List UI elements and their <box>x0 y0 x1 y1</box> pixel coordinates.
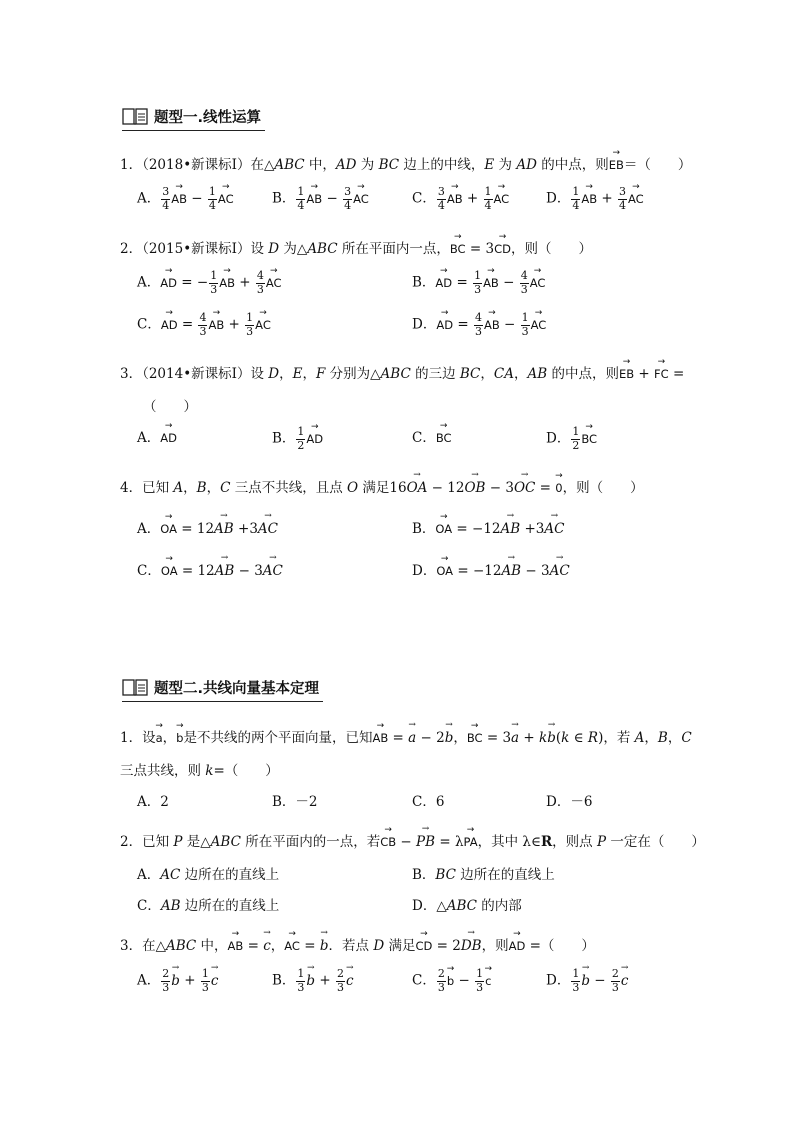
question-1-3: 3．（2014•新课标Ⅰ）设 D，E，F 分别为△ABC 的三边 BC，CA，AB 的中点，则→ EB + → FC = <box>120 362 684 382</box>
question-1-4: 4．已知 A，B，C 三点不共线，且点 O 满足16→ OA − 12→ OB − 3→ OC = → 0，则（ ） <box>120 476 644 496</box>
question-1-1: 1．（2018•新课标Ⅰ）在△ABC 中，AD 为 BC 边上的中线，E 为 AD 的中点，则→ EB＝（ ） <box>120 153 691 173</box>
option-1-4-d[interactable]: D．→ OA = −12→ AB − 3→ AC <box>412 559 570 579</box>
option-2-1-c[interactable]: C．6 <box>412 794 445 810</box>
option-2-3-b[interactable]: B． $\frac{1}{3}$ → b + $\frac{2}{3}$ → c <box>272 968 354 994</box>
option-1-1-c[interactable]: C． $\frac{3}{4}$ → AB + $\frac{1}{4}$ → AC <box>412 186 509 212</box>
option-1-3-d[interactable]: D． $\frac{1}{2}$ → BC <box>546 426 597 452</box>
option-1-2-b[interactable]: B．→ AD = $\frac{1}{3}$ → AB − $\frac{4}{3}$ → AC <box>412 270 545 296</box>
option-2-3-d[interactable]: D． $\frac{1}{3}$ → b − $\frac{2}{3}$ → c <box>546 968 628 994</box>
option-1-4-a[interactable]: A．→ OA = 12→ AB +3→ AC <box>137 517 278 537</box>
option-2-1-a[interactable]: A．2 <box>137 794 169 810</box>
option-2-2-c[interactable]: C．AB 边所在的直线上 <box>137 898 280 914</box>
option-1-2-c[interactable]: C．→ AD = $\frac{4}{3}$ → AB + $\frac{1}{3}$ → AC <box>137 312 271 338</box>
option-1-4-c[interactable]: C．→ OA = 12→ AB − 3→ AC <box>137 559 283 579</box>
option-2-2-a[interactable]: A．AC 边所在的直线上 <box>137 867 280 883</box>
option-1-1-b[interactable]: B． $\frac{1}{4}$ → AB − $\frac{3}{4}$ → AC <box>272 186 369 212</box>
question-2-1-cont: 三点共线，则 k=（ ） <box>120 763 279 779</box>
section-heading-1 <box>122 106 261 127</box>
option-1-1-a[interactable]: A． $\frac{3}{4}$ → AB − $\frac{1}{4}$ → AC <box>137 186 234 212</box>
book-icon <box>122 107 148 126</box>
option-1-3-a[interactable]: A．→ AD <box>137 426 177 446</box>
option-1-2-d[interactable]: D．→ AD = $\frac{4}{3}$ → AB − $\frac{1}{3}$ → AC <box>412 312 546 338</box>
question-2-1: 1．设→ a，→ b是不共线的两个平面向量，已知→ AB = → a − 2→ b，→ BC = 3→ a + k→ b(k ∈ R)，若 A，B，C <box>120 726 692 746</box>
book-icon <box>122 678 148 697</box>
question-1-2: 2．（2015•新课标Ⅰ）设 D 为△ABC 所在平面内一点，→ BC = 3→ CD，则（ ） <box>120 237 592 257</box>
option-1-4-b[interactable]: B．→ OA = −12→ AB +3→ AC <box>412 517 565 537</box>
option-2-1-b[interactable]: B．－2 <box>272 794 318 810</box>
section-heading-2 <box>122 677 319 698</box>
question-2-2: 2．已知 P 是△ABC 所在平面内的一点，若→ CB − → PB = λ→ PA，其中 λ∈R，则点 P 一定在（ ） <box>120 830 705 850</box>
option-2-2-d[interactable]: D．△ABC 的内部 <box>412 898 522 914</box>
option-1-2-a[interactable]: A．→ AD = − $\frac{1}{3}$ → AB + $\frac{4}{3}$ → AC <box>137 270 282 296</box>
option-1-1-d[interactable]: D． $\frac{1}{4}$ → AB + $\frac{3}{4}$ → AC <box>546 186 644 212</box>
question-2-3: 3．在△ABC 中，→ AB = → c，→ AC = → b．若点 D 满足→ CD = 2→ DB，则→ AD =（ ） <box>120 934 595 954</box>
option-2-3-c[interactable]: C． $\frac{2}{3}$ → b − $\frac{1}{3}$ → c <box>412 968 491 994</box>
option-2-1-d[interactable]: D．－6 <box>546 794 593 810</box>
option-2-2-b[interactable]: B．BC 边所在的直线上 <box>412 867 555 883</box>
option-1-3-b[interactable]: B． $\frac{1}{2}$ → AD <box>272 426 323 452</box>
section-title: 题型二.共线向量基本定理 <box>154 681 320 697</box>
section-title: 题型一.线性运算 <box>154 110 262 126</box>
option-2-3-a[interactable]: A． $\frac{2}{3}$ → b + $\frac{1}{3}$ → c <box>137 968 218 994</box>
option-1-3-c[interactable]: C．→ BC <box>412 426 452 446</box>
question-1-3-paren: （ ） <box>143 399 197 415</box>
